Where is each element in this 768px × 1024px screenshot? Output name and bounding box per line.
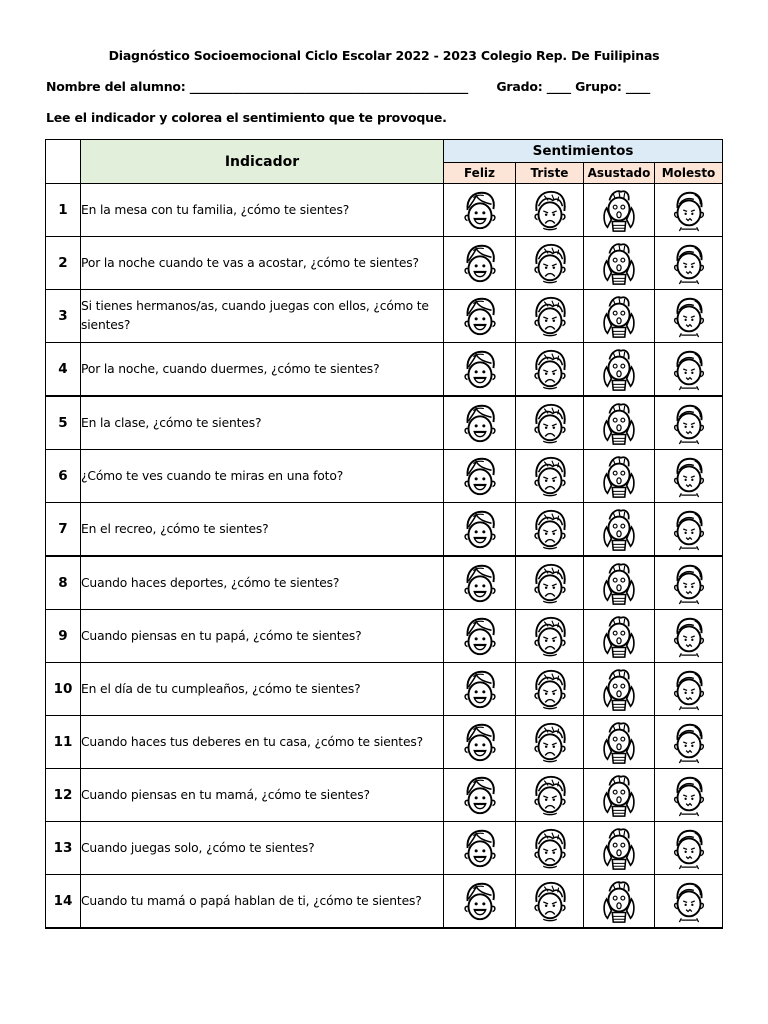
- table-row: [46, 822, 723, 875]
- scared-face-icon[interactable]: [596, 666, 642, 712]
- row-number: 9: [46, 610, 81, 663]
- row-number: 8: [46, 556, 81, 610]
- indicator-text: Cuando piensas en tu mamá, ¿cómo te sientes?: [81, 769, 444, 822]
- sad-face-icon[interactable]: [527, 453, 573, 499]
- row-number: 1: [46, 184, 81, 237]
- angry-face-icon[interactable]: [666, 825, 712, 871]
- face-cell[interactable]: [444, 450, 516, 503]
- feelings-group-header: Sentimientos: [444, 140, 723, 163]
- face-cell[interactable]: [655, 663, 723, 716]
- table-row: [46, 184, 723, 237]
- indicator-text: Cuando piensas en tu papá, ¿cómo te sientes?: [81, 610, 444, 663]
- grade-field[interactable]: Grado: ____: [496, 79, 571, 94]
- happy-face-icon[interactable]: [457, 240, 503, 286]
- row-number: 14: [46, 875, 81, 929]
- row-number: 7: [46, 503, 81, 557]
- face-cell[interactable]: [584, 450, 655, 503]
- face-cell[interactable]: [516, 716, 584, 769]
- sad-face-icon[interactable]: [527, 825, 573, 871]
- face-cell[interactable]: [516, 610, 584, 663]
- row-number: 4: [46, 343, 81, 397]
- face-cell[interactable]: [516, 343, 584, 397]
- face-cell[interactable]: [516, 396, 584, 450]
- face-cell[interactable]: [655, 184, 723, 237]
- happy-face-icon[interactable]: [457, 878, 503, 924]
- face-cell[interactable]: [444, 822, 516, 875]
- student-info-line: [46, 79, 726, 94]
- table-row: [46, 610, 723, 663]
- face-cell[interactable]: [516, 556, 584, 610]
- angry-face-icon[interactable]: [666, 187, 712, 233]
- scared-face-icon[interactable]: [596, 560, 642, 606]
- row-number: 6: [46, 450, 81, 503]
- face-cell[interactable]: [584, 396, 655, 450]
- happy-face-icon[interactable]: [457, 825, 503, 871]
- face-cell[interactable]: [655, 450, 723, 503]
- happy-face-icon[interactable]: [457, 506, 503, 552]
- sad-face-icon[interactable]: [527, 560, 573, 606]
- face-cell[interactable]: [444, 290, 516, 343]
- sad-face-icon[interactable]: [527, 772, 573, 818]
- row-number: 13: [46, 822, 81, 875]
- face-cell[interactable]: [444, 716, 516, 769]
- angry-face-icon[interactable]: [666, 613, 712, 659]
- student-name-field[interactable]: Nombre del alumno: ______________________________________________: [46, 79, 469, 94]
- face-cell[interactable]: [655, 396, 723, 450]
- face-cell[interactable]: [655, 237, 723, 290]
- face-cell[interactable]: [516, 450, 584, 503]
- indicator-text: En el día de tu cumpleaños, ¿cómo te sientes?: [81, 663, 444, 716]
- face-cell[interactable]: [655, 610, 723, 663]
- angry-face-icon[interactable]: [666, 666, 712, 712]
- angry-face-icon[interactable]: [666, 293, 712, 339]
- face-cell[interactable]: [444, 556, 516, 610]
- face-cell[interactable]: [655, 556, 723, 610]
- scared-face-icon[interactable]: [596, 240, 642, 286]
- instruction-text: Lee el indicador y colorea el sentimiento que te provoque.: [46, 110, 447, 125]
- table-row: [46, 290, 723, 343]
- face-cell[interactable]: [516, 822, 584, 875]
- feeling-header-feliz: Feliz: [444, 163, 516, 184]
- happy-face-icon[interactable]: [457, 613, 503, 659]
- angry-face-icon[interactable]: [666, 878, 712, 924]
- face-cell[interactable]: [584, 769, 655, 822]
- table-row: [46, 396, 723, 450]
- face-cell[interactable]: [444, 875, 516, 929]
- sad-face-icon[interactable]: [527, 878, 573, 924]
- face-cell[interactable]: [584, 184, 655, 237]
- sad-face-icon[interactable]: [527, 613, 573, 659]
- face-cell[interactable]: [655, 343, 723, 397]
- face-cell[interactable]: [516, 237, 584, 290]
- feeling-header-asustado: Asustado: [584, 163, 655, 184]
- scared-face-icon[interactable]: [596, 878, 642, 924]
- indicator-text: En la clase, ¿cómo te sientes?: [81, 396, 444, 450]
- row-number: 5: [46, 396, 81, 450]
- feeling-header-molesto: Molesto: [655, 163, 723, 184]
- angry-face-icon[interactable]: [666, 453, 712, 499]
- indicator-text: En el recreo, ¿cómo te sientes?: [81, 503, 444, 557]
- face-cell[interactable]: [444, 503, 516, 557]
- table-row: [46, 875, 723, 929]
- happy-face-icon[interactable]: [457, 772, 503, 818]
- happy-face-icon[interactable]: [457, 293, 503, 339]
- face-cell[interactable]: [655, 769, 723, 822]
- face-cell[interactable]: [444, 184, 516, 237]
- face-cell[interactable]: [584, 610, 655, 663]
- angry-face-icon[interactable]: [666, 400, 712, 446]
- face-cell[interactable]: [584, 237, 655, 290]
- indicator-text: Por la noche, cuando duermes, ¿cómo te sientes?: [81, 343, 444, 397]
- scared-face-icon[interactable]: [596, 400, 642, 446]
- indicator-rows: [46, 184, 723, 929]
- indicator-text: Cuando juegas solo, ¿cómo te sientes?: [81, 822, 444, 875]
- face-cell[interactable]: [584, 343, 655, 397]
- indicator-column-header: Indicador: [81, 140, 444, 184]
- indicator-text: Si tienes hermanos/as, cuando juegas con ellos, ¿cómo te sientes?: [81, 290, 444, 343]
- face-cell[interactable]: [584, 663, 655, 716]
- happy-face-icon[interactable]: [457, 400, 503, 446]
- angry-face-icon[interactable]: [666, 560, 712, 606]
- feeling-header-triste: Triste: [516, 163, 584, 184]
- table-row: [46, 503, 723, 557]
- face-cell[interactable]: [516, 184, 584, 237]
- face-cell[interactable]: [584, 822, 655, 875]
- face-cell[interactable]: [584, 556, 655, 610]
- indicator-text: Por la noche cuando te vas a acostar, ¿cómo te sientes?: [81, 237, 444, 290]
- sad-face-icon[interactable]: [527, 240, 573, 286]
- table-row: [46, 237, 723, 290]
- happy-face-icon[interactable]: [457, 666, 503, 712]
- indicator-text: Cuando tu mamá o papá hablan de ti, ¿cómo te sientes?: [81, 875, 444, 929]
- face-cell[interactable]: [516, 663, 584, 716]
- scared-face-icon[interactable]: [596, 506, 642, 552]
- happy-face-icon[interactable]: [457, 719, 503, 765]
- indicator-text: Cuando haces deportes, ¿cómo te sientes?: [81, 556, 444, 610]
- face-cell[interactable]: [655, 716, 723, 769]
- sad-face-icon[interactable]: [527, 666, 573, 712]
- indicator-text: Cuando haces tus deberes en tu casa, ¿cómo te sientes?: [81, 716, 444, 769]
- angry-face-icon[interactable]: [666, 240, 712, 286]
- scared-face-icon[interactable]: [596, 346, 642, 392]
- table-row: [46, 663, 723, 716]
- feelings-table: [45, 139, 723, 929]
- table-row: [46, 450, 723, 503]
- happy-face-icon[interactable]: [457, 346, 503, 392]
- table-row: [46, 343, 723, 397]
- sad-face-icon[interactable]: [527, 187, 573, 233]
- indicator-text: En la mesa con tu familia, ¿cómo te sientes?: [81, 184, 444, 237]
- face-cell[interactable]: [444, 343, 516, 397]
- row-number: 10: [46, 663, 81, 716]
- sad-face-icon[interactable]: [527, 346, 573, 392]
- face-cell[interactable]: [655, 503, 723, 557]
- sad-face-icon[interactable]: [527, 506, 573, 552]
- face-cell[interactable]: [584, 503, 655, 557]
- face-cell[interactable]: [655, 290, 723, 343]
- happy-face-icon[interactable]: [457, 453, 503, 499]
- number-column-header: [46, 140, 81, 184]
- scared-face-icon[interactable]: [596, 613, 642, 659]
- face-cell[interactable]: [444, 396, 516, 450]
- table-row: [46, 769, 723, 822]
- table-row: [46, 556, 723, 610]
- scared-face-icon[interactable]: [596, 772, 642, 818]
- sad-face-icon[interactable]: [527, 293, 573, 339]
- happy-face-icon[interactable]: [457, 560, 503, 606]
- angry-face-icon[interactable]: [666, 772, 712, 818]
- face-cell[interactable]: [444, 663, 516, 716]
- scared-face-icon[interactable]: [596, 825, 642, 871]
- face-cell[interactable]: [655, 875, 723, 929]
- row-number: 12: [46, 769, 81, 822]
- face-cell[interactable]: [444, 237, 516, 290]
- indicator-text: ¿Cómo te ves cuando te miras en una foto?: [81, 450, 444, 503]
- face-cell[interactable]: [584, 290, 655, 343]
- face-cell[interactable]: [584, 875, 655, 929]
- face-cell[interactable]: [516, 290, 584, 343]
- face-cell[interactable]: [516, 769, 584, 822]
- row-number: 11: [46, 716, 81, 769]
- sad-face-icon[interactable]: [527, 719, 573, 765]
- scared-face-icon[interactable]: [596, 293, 642, 339]
- face-cell[interactable]: [655, 822, 723, 875]
- document-title: Diagnóstico Socioemocional Ciclo Escolar 2022 - 2023 Colegio Rep. De Fuilipinas: [108, 48, 660, 63]
- face-cell[interactable]: [516, 875, 584, 929]
- sad-face-icon[interactable]: [527, 400, 573, 446]
- angry-face-icon[interactable]: [666, 719, 712, 765]
- happy-face-icon[interactable]: [457, 187, 503, 233]
- scared-face-icon[interactable]: [596, 453, 642, 499]
- face-cell[interactable]: [444, 769, 516, 822]
- row-number: 2: [46, 237, 81, 290]
- scared-face-icon[interactable]: [596, 187, 642, 233]
- scared-face-icon[interactable]: [596, 719, 642, 765]
- angry-face-icon[interactable]: [666, 506, 712, 552]
- table-row: [46, 716, 723, 769]
- face-cell[interactable]: [516, 503, 584, 557]
- group-field[interactable]: Grupo: ____: [575, 79, 651, 94]
- row-number: 3: [46, 290, 81, 343]
- face-cell[interactable]: [584, 716, 655, 769]
- angry-face-icon[interactable]: [666, 346, 712, 392]
- face-cell[interactable]: [444, 610, 516, 663]
